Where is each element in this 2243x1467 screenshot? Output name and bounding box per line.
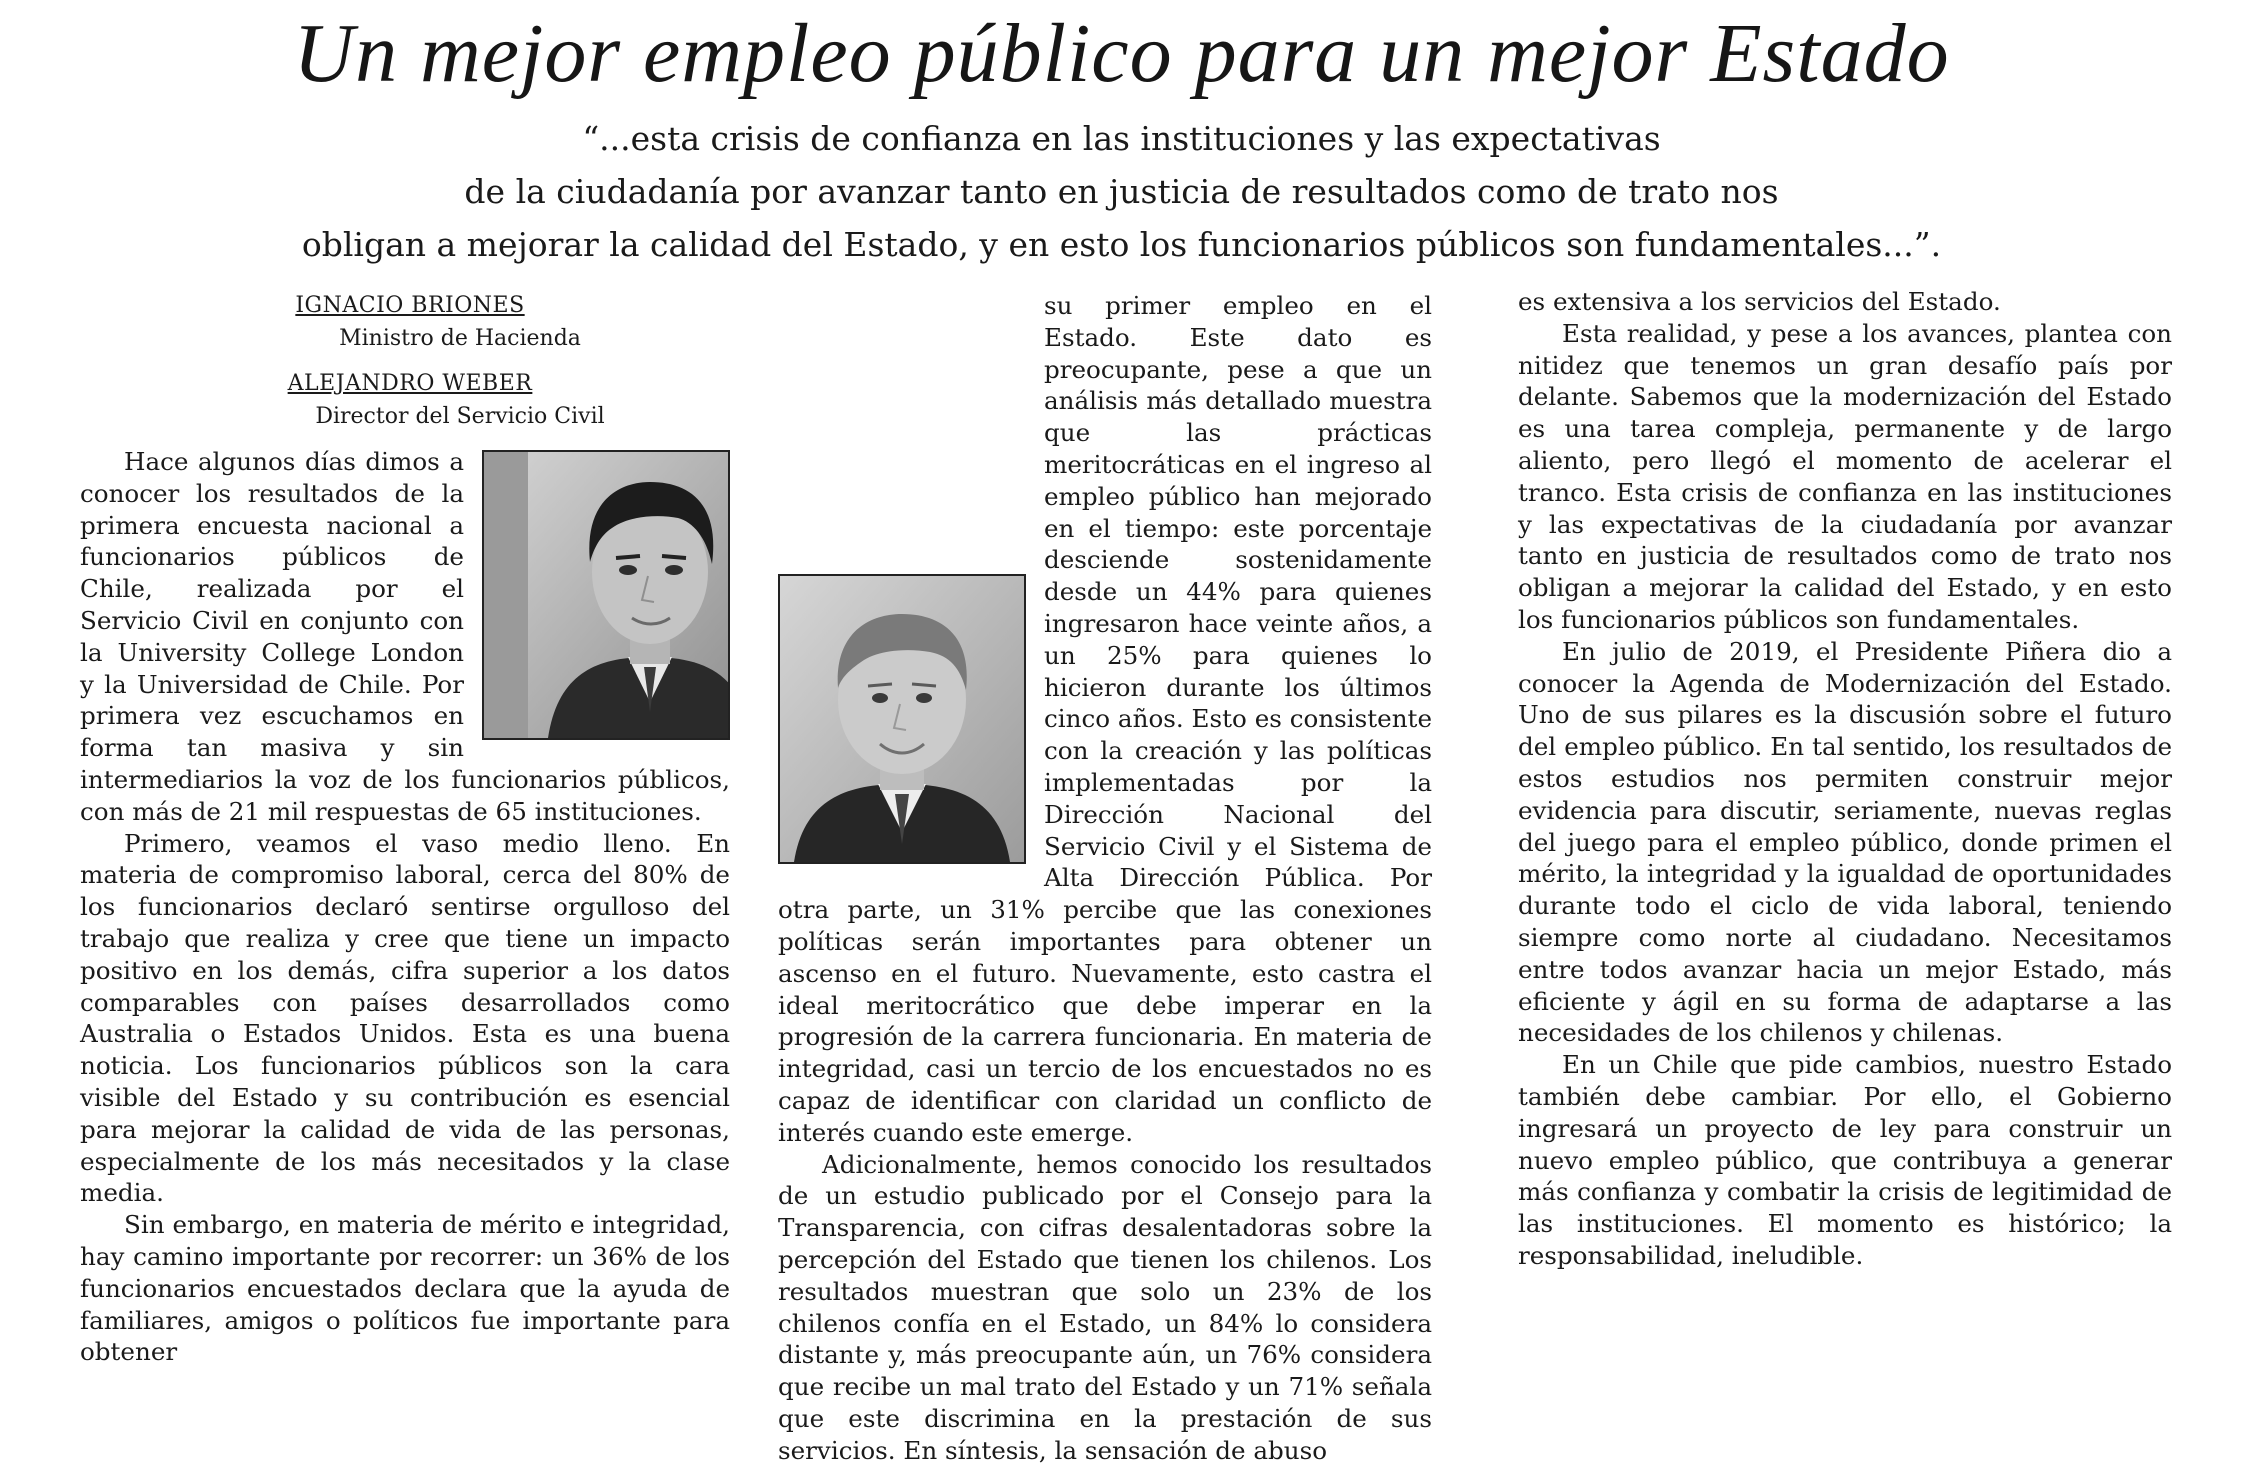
author-name: IGNACIO BRIONES: [295, 293, 525, 318]
article-column-3: [1518, 286, 2172, 1272]
paragraph: En julio de 2019, el Presidente Piñera dio a conocer la Agenda de Modernización del Estado. Uno de sus pilares es la discusión sobre el futuro del empleo público. En tal sentido, los resultados de estos estudios nos permiten construir mejor evidencia para discutir, seriamente, nuevas reglas del juego para el empleo público, donde primen el mérito, la integridad y la igualdad de oportunidades durante todo el ciclo de vida laboral, teniendo siempre como norte al ciudadano. Necesitamos entre todos avanzar hacia un mejor Estado, más eficiente y ágil en su forma de adaptarse a las necesidades de los chilenos y chilenas.: [1518, 636, 2172, 1048]
portrait-weber: [778, 574, 1026, 864]
author-role: Director del Servicio Civil: [315, 404, 605, 429]
paragraph: Esta realidad, y pese a los avances, plantea con nitidez que tenemos un gran desafío país por delante. Sabemos que la modernización del Estado es una tarea compleja, permanente y de largo aliento, pero llegó el momento de acelerar el tranco. Esta crisis de confianza en las instituciones y las expectativas de la ciudadanía por avanzar tanto en justicia de resultados como de trato nos obligan a mejorar la calidad del Estado, y en esto los funcionarios públicos son fundamentales.: [1518, 318, 2172, 634]
paragraph: Primero, veamos el vaso medio lleno. En materia de compromiso laboral, cerca del 80% de los funcionarios declaró sentirse orgulloso del trabajo que realiza y cree que tiene un impacto positivo en los demás, cifra superior a los datos comparables con países desarrollados como Australia o Estados Unidos. Esta es una buena noticia. Los funcionarios públicos son la cara visible del Estado y su contribución es esencial para mejorar la calidad de vida de las personas, especialmente de los más necesitados y la clase media.: [80, 828, 730, 1208]
paragraph: Sin embargo, en materia de mérito e integridad, hay camino importante por recorrer: un 36% de los funcionarios encuestados declara que la ayuda de familiares, amigos o políticos fue importante para obtener: [80, 1210, 730, 1367]
article-column-1: [80, 290, 730, 1368]
author-name: ALEJANDRO WEBER: [287, 371, 533, 396]
portrait-briones-image: [528, 452, 730, 738]
article-column-2: [778, 290, 1432, 1466]
portrait-weber-image: [780, 576, 1024, 862]
portrait-briones: [482, 450, 730, 740]
author-block: [200, 290, 680, 434]
pull-quote-line: de la ciudadanía por avanzar tanto en justicia de resultados como de trato nos: [464, 172, 1779, 211]
paragraph: En un Chile que pide cambios, nuestro Estado también debe cambiar. Por ello, el Gobierno ingresará un proyecto de ley para construir un nuevo empleo público, que contribuya a generar más confianza y combatir la crisis de legitimidad de las instituciones. El momento es histórico; la responsabilidad, ineludible.: [1518, 1050, 2172, 1270]
headline: Un mejor empleo público para un mejor Estado: [293, 7, 1950, 100]
paragraph: Adicionalmente, hemos conocido los resultados de un estudio publicado por el Consejo para la Transparencia, con cifras desalentadoras sobre la percepción del Estado que tienen los chilenos. Los resultados muestran que solo un 23% de los chilenos confía en el Estado, un 84% lo considera distante y, más preocupante aún, un 76% considera que recibe un mal trato del Estado y un 71% señala que este discrimina en la prestación de sus servicios. En síntesis, la sensación de abuso: [778, 1149, 1432, 1465]
paragraph: es extensiva a los servicios del Estado.: [1518, 287, 2001, 316]
pull-quote-line: obligan a mejorar la calidad del Estado, y en esto los funcionarios públicos son fundamentales...”.: [301, 225, 1942, 264]
paragraph: Hace algunos días dimos a conocer los resultados de la primera encuesta nacional a funcionarios públicos de Chile, realizada por el Servicio Civil en conjunto con la University College London y la Universidad de Chile. Por primera vez escuchamos en forma tan masiva y sin intermediarios la voz de los funcionarios públicos, con más de 21 mil respuestas de 65 instituciones.: [80, 446, 730, 828]
pull-quote-line: “...esta crisis de confianza en las instituciones y las expectativas: [582, 119, 1661, 158]
paragraph: su primer empleo en el Estado. Este dato es preocupante, pese a que un análisis más detallado muestra que las prácticas meritocráticas en el ingreso al empleo público han mejorado en el tiempo: este porcentaje desciende sostenidamente desde un 44% para quienes ingresaron hace veinte años, a un 25% para quienes lo hicieron durante los últimos cinco años. Esto es consistente con la creación y las políticas implementadas por la Dirección Nacional del Servicio Civil y el Sistema de Alta Dirección Pública. Por otra parte, un 31% percibe que las conexiones políticas serán importantes para obtener un ascenso en el futuro. Nuevamente, esto castra el ideal meritocrático que debe imperar en la progresión de la carrera funcionaria. En materia de integridad, casi un tercio de los encuestados no es capaz de identificar con claridad un conflicto de interés cuando este emerge.: [778, 291, 1432, 1147]
pull-quote: [60, 112, 2183, 271]
author-role: Ministro de Hacienda: [339, 326, 581, 351]
